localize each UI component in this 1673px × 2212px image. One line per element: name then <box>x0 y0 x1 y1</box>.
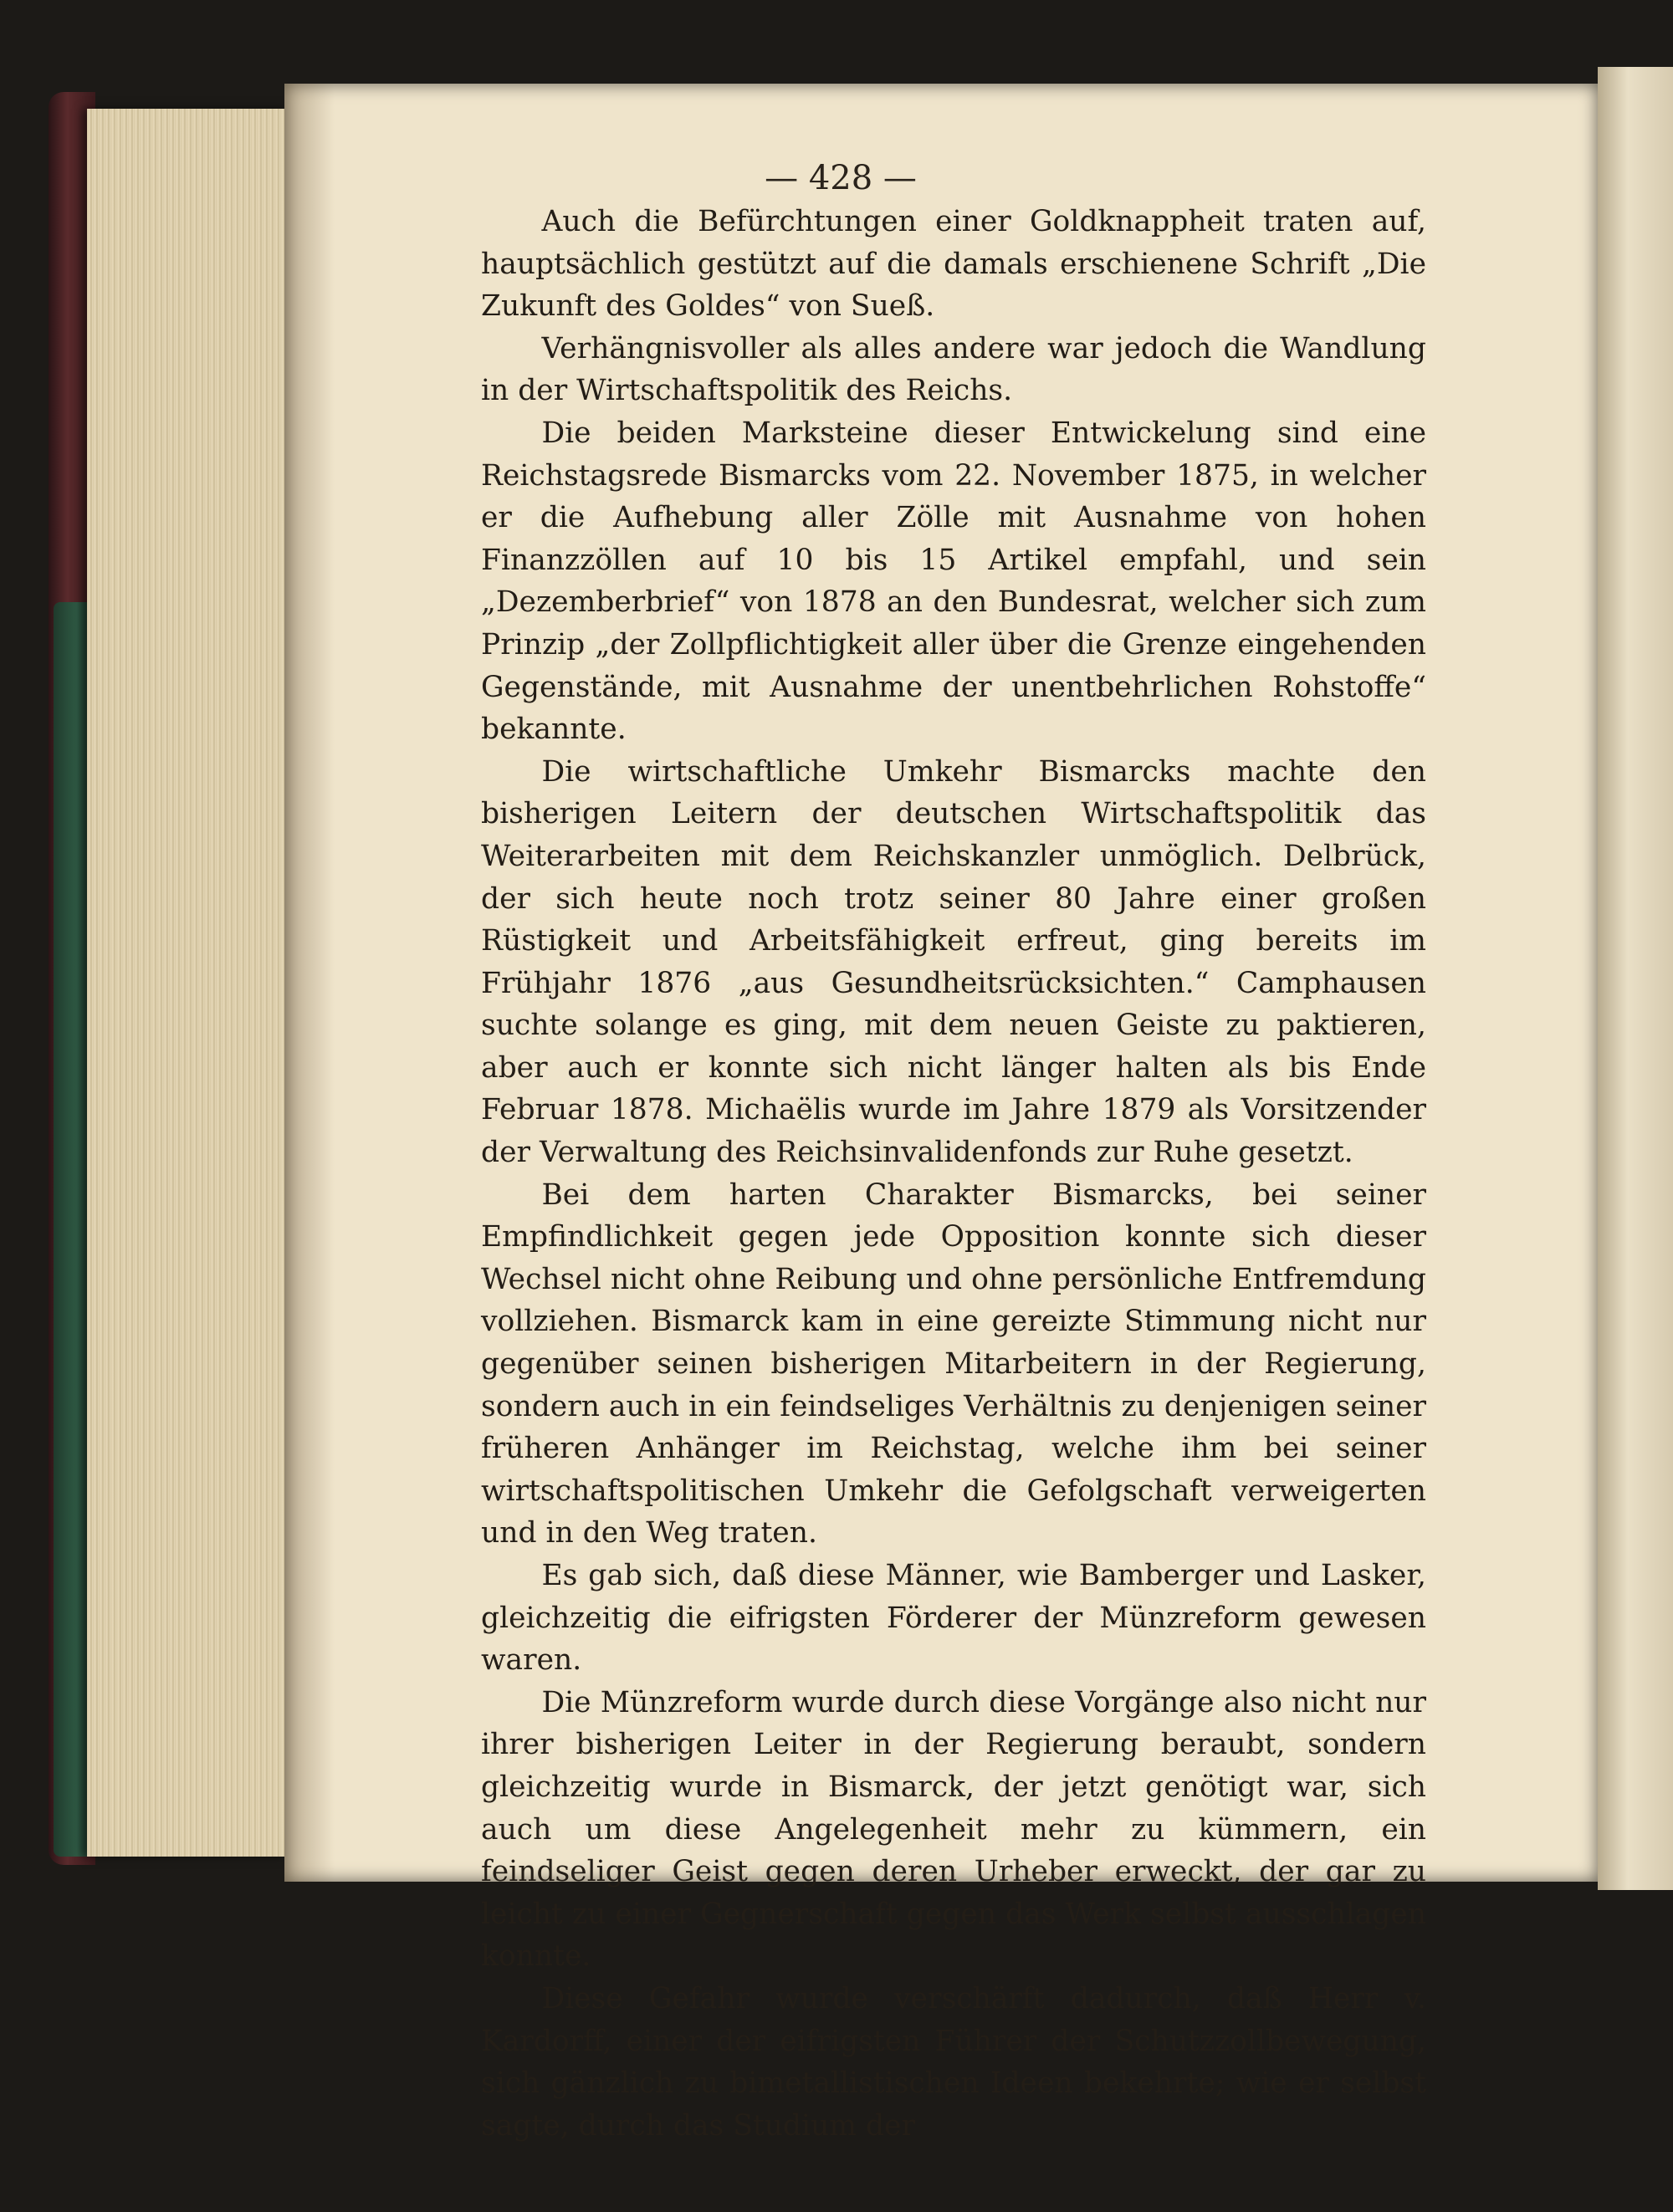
page-number: — 428 — <box>765 159 917 197</box>
page-edges <box>87 109 288 1857</box>
paragraph: Die Münzreform wurde durch diese Vorgänge also nicht nur ihrer bisherigen Leiter in der Regierung beraubt, sondern gleichzeitig wurde in Bismarck, der jetzt genötigt war, sich auch um diese Angelegenheit mehr zu kümmern, ein feindseliger Geist gegen deren Urheber erweckt, der gar zu leicht zu einer Gegnerschaft gegen das Werk selbst ausschlagen konnte. <box>481 1685 1426 1974</box>
paragraph: Verhängnisvoller als alles andere war jedoch die Wandlung in der Wirtschaftspolitik des Reichs. <box>481 331 1426 408</box>
page-gutter-shadow <box>284 84 335 1882</box>
paragraph: Die wirtschaftliche Umkehr Bismarcks machte den bisherigen Leitern der deutschen Wirtschaftspolitik das Weiterarbeiten mit dem Reichskanzler unmöglich. Delbrück, der sich heute noch trotz seiner 80 Jahre einer großen Rüstigkeit und Arbeitsfähigkeit erfreut, ging bereits im Frühjahr 1876 „aus Gesundheitsrücksichten.“ Camphausen suchte solange es ging, mit dem neuen Geiste zu paktieren, aber auch er konnte sich nicht länger halten als bis Ende Februar 1878. Michaëlis wurde im Jahre 1879 als Vorsitzender der Verwaltung des Reichsinvalidenfonds zur Ruhe gesetzt. <box>481 754 1426 1170</box>
paragraph: Es gab sich, daß diese Männer, wie Bamberger und Lasker, gleichzeitig die eifrigsten Förderer der Münzreform gewesen waren. <box>481 1559 1426 1678</box>
body-text <box>481 201 1426 2147</box>
paragraph: Auch die Befürchtungen einer Goldknappheit traten auf, hauptsächlich gestützt auf die damals erschienene Schrift „Die Zukunft des Goldes“ von Sueß. <box>481 205 1426 324</box>
facing-page-edge <box>1598 67 1673 1890</box>
paragraph: Die beiden Marksteine dieser Entwickelung sind eine Reichstagsrede Bismarcks vom 22. November 1875, in welcher er die Aufhebung aller Zölle mit Ausnahme von hohen Finanzzöllen auf 10 bis 15 Artikel empfahl, und sein „Dezemberbrief“ von 1878 an den Bundesrat, welcher sich zum Prinzip „der Zollpflichtigkeit aller über die Grenze eingehenden Gegenstände, mit Ausnahme der unentbehrlichen Rohstoffe“ bekannte. <box>481 416 1426 747</box>
paragraph: Bei dem harten Charakter Bismarcks, bei seiner Empfindlichkeit gegen jede Opposition konnte sich dieser Wechsel nicht ohne Reibung und ohne persönliche Entfremdung vollziehen. Bismarck kam in eine gereizte Stimmung nicht nur gegenüber seinen bisherigen Mitarbeitern in der Regierung, sondern auch in ein feindseliges Verhältnis zu denjenigen seiner früheren Anhänger im Reichstag, welche ihm bei seiner wirtschaftspolitischen Umkehr die Gefolgschaft verweigerten und in den Weg traten. <box>481 1178 1426 1550</box>
paragraph: Diese Gefahr wurde verschärft dadurch, daß Herr v. Kardorff, einer der eifrigsten Führer der Schutzzollbewegung, sich gänzlich zu bimetallistischen Ideen bekehrte; wie er selbst sagte, durch das Studium der <box>481 1981 1426 2143</box>
